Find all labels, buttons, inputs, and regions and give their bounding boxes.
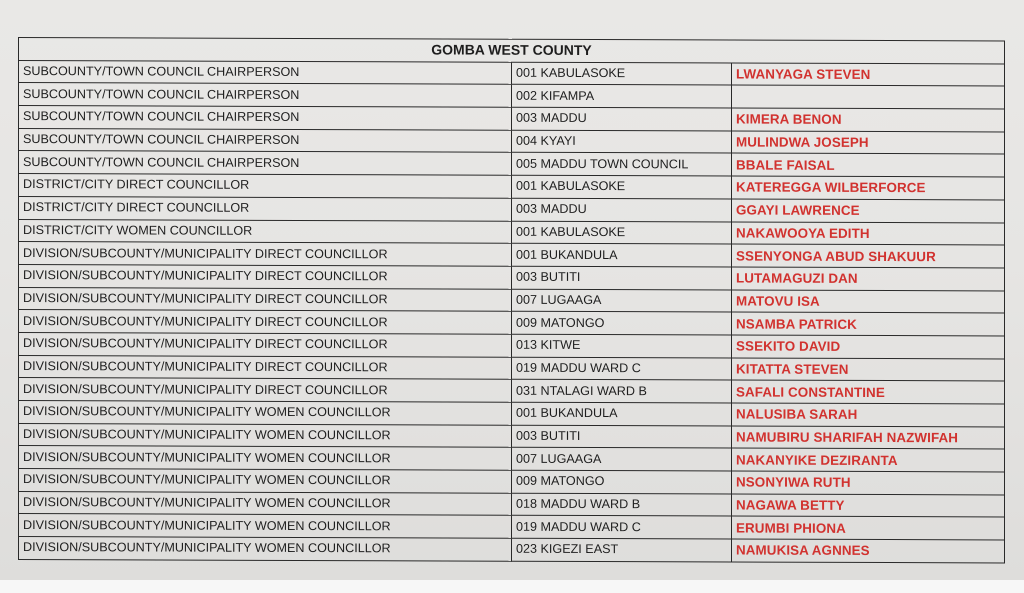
- position-cell: DIVISION/SUBCOUNTY/MUNICIPALITY DIRECT COUNCILLOR: [19, 332, 512, 356]
- winner-cell: NAGAWA BETTY: [732, 494, 1005, 518]
- table-title: GOMBA WEST COUNTY: [19, 38, 1005, 64]
- area-cell: 003 MADDU: [512, 198, 732, 221]
- table-row: [19, 196, 1005, 222]
- area-cell: 003 BUTITI: [512, 266, 732, 289]
- area-cell: 009 MATONGO: [512, 470, 732, 493]
- area-cell: 003 MADDU: [512, 107, 732, 130]
- position-cell: SUBCOUNTY/TOWN COUNCIL CHAIRPERSON: [19, 151, 512, 175]
- area-cell: 001 KABULASOKE: [512, 221, 732, 244]
- winner-cell: NAMUBIRU SHARIFAH NAZWIFAH: [732, 426, 1005, 450]
- winner-cell: LWANYAGA STEVEN: [732, 63, 1005, 87]
- position-cell: DIVISION/SUBCOUNTY/MUNICIPALITY DIRECT COUNCILLOR: [19, 378, 512, 402]
- winner-cell: SSENYONGA ABUD SHAKUUR: [732, 244, 1005, 268]
- position-cell: DISTRICT/CITY WOMEN COUNCILLOR: [19, 219, 512, 243]
- table-row: [19, 310, 1005, 336]
- area-cell: 023 KIGEZI EAST: [512, 538, 732, 561]
- winner-cell: BBALE FAISAL: [732, 153, 1005, 177]
- area-cell: 001 KABULASOKE: [512, 175, 732, 198]
- position-cell: DISTRICT/CITY DIRECT COUNCILLOR: [19, 174, 512, 198]
- table-row: [19, 423, 1005, 449]
- table-row: [19, 128, 1005, 154]
- position-cell: DIVISION/SUBCOUNTY/MUNICIPALITY WOMEN COUNCILLOR: [19, 491, 512, 515]
- position-cell: DIVISION/SUBCOUNTY/MUNICIPALITY DIRECT COUNCILLOR: [19, 310, 512, 334]
- winner-cell: KITATTA STEVEN: [732, 358, 1005, 382]
- area-cell: 003 BUTITI: [512, 425, 732, 448]
- area-cell: 007 LUGAAGA: [512, 448, 732, 471]
- table-row: [19, 378, 1005, 404]
- table-row: [19, 491, 1005, 517]
- area-cell: 009 MATONGO: [512, 311, 732, 334]
- winner-cell: KIMERA BENON: [732, 108, 1005, 132]
- position-cell: SUBCOUNTY/TOWN COUNCIL CHAIRPERSON: [19, 128, 512, 152]
- area-cell: 001 BUKANDULA: [512, 243, 732, 266]
- position-cell: DIVISION/SUBCOUNTY/MUNICIPALITY WOMEN COUNCILLOR: [19, 514, 512, 538]
- position-cell: SUBCOUNTY/TOWN COUNCIL CHAIRPERSON: [19, 106, 512, 130]
- winner-cell: NALUSIBA SARAH: [732, 403, 1005, 427]
- area-cell: 019 MADDU WARD C: [512, 357, 732, 380]
- table-row: [19, 446, 1005, 472]
- table-row: [19, 174, 1005, 200]
- table-row: [19, 242, 1005, 268]
- table-row: [19, 151, 1005, 177]
- winner-cell: MULINDWA JOSEPH: [732, 131, 1005, 155]
- winner-cell: NAKANYIKE DEZIRANTA: [732, 448, 1005, 472]
- winner-cell: [732, 85, 1005, 109]
- position-cell: SUBCOUNTY/TOWN COUNCIL CHAIRPERSON: [19, 83, 512, 107]
- position-cell: DIVISION/SUBCOUNTY/MUNICIPALITY DIRECT COUNCILLOR: [19, 287, 512, 311]
- position-cell: DIVISION/SUBCOUNTY/MUNICIPALITY WOMEN COUNCILLOR: [19, 446, 512, 470]
- position-cell: DIVISION/SUBCOUNTY/MUNICIPALITY WOMEN COUNCILLOR: [19, 423, 512, 447]
- area-cell: 019 MADDU WARD C: [512, 516, 732, 539]
- table-row: [19, 469, 1005, 495]
- position-cell: DIVISION/SUBCOUNTY/MUNICIPALITY WOMEN COUNCILLOR: [19, 401, 512, 425]
- winner-cell: LUTAMAGUZI DAN: [732, 267, 1005, 291]
- table-row: [19, 537, 1005, 563]
- winner-cell: GGAYI LAWRENCE: [732, 199, 1005, 223]
- position-cell: DIVISION/SUBCOUNTY/MUNICIPALITY DIRECT COUNCILLOR: [19, 242, 512, 266]
- area-cell: 004 KYAYI: [512, 130, 732, 153]
- table-row: [19, 332, 1005, 358]
- winner-cell: MATOVU ISA: [732, 290, 1005, 314]
- position-cell: DISTRICT/CITY DIRECT COUNCILLOR: [19, 196, 512, 220]
- winner-cell: KATEREGGA WILBERFORCE: [732, 176, 1005, 200]
- results-table: [18, 37, 1005, 563]
- table-row: [19, 401, 1005, 427]
- winner-cell: ERUMBI PHIONA: [732, 516, 1005, 540]
- position-cell: DIVISION/SUBCOUNTY/MUNICIPALITY WOMEN COUNCILLOR: [19, 469, 512, 493]
- table-title-row: [19, 38, 1005, 64]
- table-row: [19, 287, 1005, 313]
- winner-cell: SSEKITO DAVID: [732, 335, 1005, 359]
- area-cell: 002 KIFAMPA: [512, 85, 732, 108]
- position-cell: SUBCOUNTY/TOWN COUNCIL CHAIRPERSON: [19, 60, 512, 84]
- bottom-margin: [0, 580, 1024, 593]
- winner-cell: NAKAWOOYA EDITH: [732, 221, 1005, 245]
- results-table-body: [19, 38, 1005, 563]
- table-row: [19, 106, 1005, 132]
- table-row: [19, 264, 1005, 290]
- table-row: [19, 514, 1005, 540]
- table-row: [19, 60, 1005, 86]
- table-row: [19, 83, 1005, 109]
- position-cell: DIVISION/SUBCOUNTY/MUNICIPALITY DIRECT COUNCILLOR: [19, 264, 512, 288]
- area-cell: 001 KABULASOKE: [512, 62, 732, 85]
- area-cell: 001 BUKANDULA: [512, 402, 732, 425]
- position-cell: DIVISION/SUBCOUNTY/MUNICIPALITY DIRECT COUNCILLOR: [19, 355, 512, 379]
- area-cell: 005 MADDU TOWN COUNCIL: [512, 153, 732, 176]
- area-cell: 018 MADDU WARD B: [512, 493, 732, 516]
- winner-cell: SAFALI CONSTANTINE: [732, 380, 1005, 404]
- area-cell: 031 NTALAGI WARD B: [512, 380, 732, 403]
- winner-cell: NSONYIWA RUTH: [732, 471, 1005, 495]
- position-cell: DIVISION/SUBCOUNTY/MUNICIPALITY WOMEN COUNCILLOR: [19, 537, 512, 561]
- area-cell: 007 LUGAAGA: [512, 289, 732, 312]
- table-row: [19, 219, 1005, 245]
- area-cell: 013 KITWE: [512, 334, 732, 357]
- winner-cell: NSAMBA PATRICK: [732, 312, 1005, 336]
- winner-cell: NAMUKISA AGNNES: [732, 539, 1005, 563]
- table-row: [19, 355, 1005, 381]
